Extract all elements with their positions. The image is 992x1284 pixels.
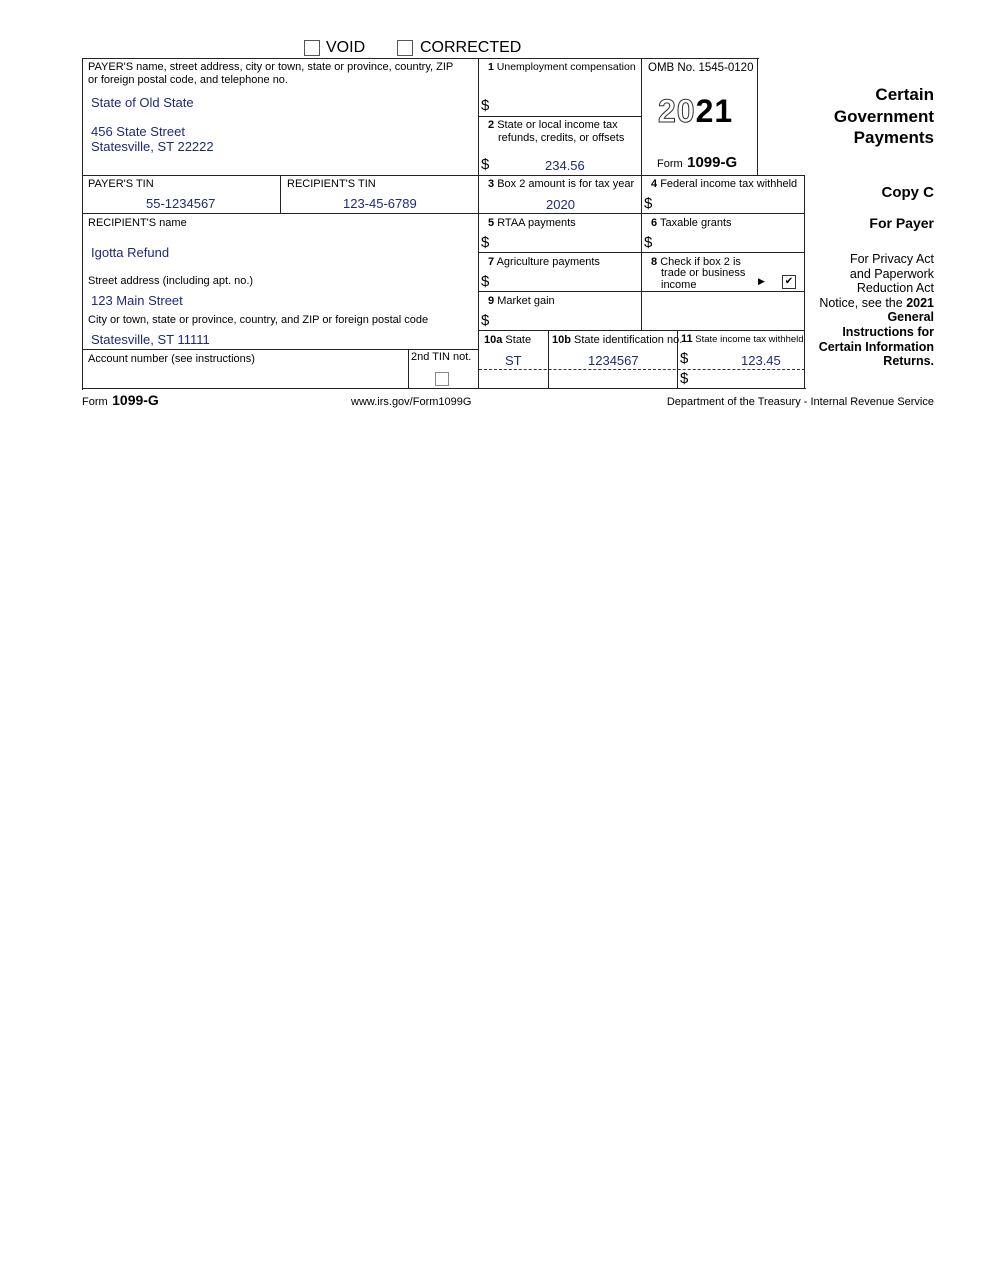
col-line-641 bbox=[641, 58, 642, 331]
col-line-548 bbox=[548, 331, 549, 389]
tax-year-bold: 21 bbox=[695, 93, 734, 129]
account-number-label: Account number (see instructions) bbox=[88, 353, 255, 365]
payer-name[interactable]: State of Old State bbox=[91, 95, 194, 110]
copy-for-label: For Payer bbox=[869, 215, 934, 231]
payer-street[interactable]: 456 State Street bbox=[91, 124, 185, 139]
box10a-label: 10a State bbox=[484, 334, 532, 346]
box11-dollar-2: $ bbox=[680, 370, 689, 387]
recipient-street-label: Street address (including apt. no.) bbox=[88, 275, 254, 287]
box5-label: 5 RTAA payments bbox=[488, 217, 576, 229]
void-label: VOID bbox=[326, 39, 366, 56]
row-line-175 bbox=[82, 175, 805, 176]
omb-number: OMB No. 1545-0120 bbox=[648, 62, 754, 74]
right-column-border bbox=[804, 175, 805, 389]
form-title: Certain Government Payments bbox=[833, 85, 934, 147]
box8-arrow-icon: ▶ bbox=[758, 276, 765, 286]
payer-label-line2: or foreign postal code, and telephone no. bbox=[88, 74, 288, 86]
void-checkbox[interactable] bbox=[304, 40, 320, 56]
box9-dollar: $ bbox=[481, 312, 490, 329]
box6-label: 6 Taxable grants bbox=[651, 217, 732, 229]
recipient-city[interactable]: Statesville, ST 11111 bbox=[91, 332, 210, 347]
payer-tin[interactable]: 55-1234567 bbox=[146, 196, 216, 211]
form-frame-bottom bbox=[82, 388, 806, 389]
box10b-label: 10b State identification no. bbox=[552, 334, 683, 346]
state-dashed-divider bbox=[479, 369, 805, 370]
box11-label: 11 State income tax withheld bbox=[681, 333, 804, 345]
recipient-name-label: RECIPIENT'S name bbox=[88, 217, 187, 229]
row-line-116 bbox=[478, 116, 642, 117]
copy-label: Copy C bbox=[881, 184, 934, 201]
form-frame-top bbox=[82, 58, 759, 59]
tax-year bbox=[658, 93, 733, 130]
payer-tin-label: PAYER'S TIN bbox=[88, 178, 154, 190]
col-line-408 bbox=[408, 349, 409, 389]
box7-dollar: $ bbox=[481, 273, 490, 290]
box2-label-line2: refunds, credits, or offsets bbox=[498, 132, 625, 144]
box4-dollar: $ bbox=[644, 195, 653, 212]
payer-label-line1: PAYER'S name, street address, city or town, state or province, country, ZIP bbox=[88, 61, 454, 73]
recipient-street[interactable]: 123 Main Street bbox=[91, 293, 183, 308]
col-line-478 bbox=[478, 58, 479, 389]
tax-year-outline: 20 bbox=[658, 93, 696, 129]
box3-label: 3 Box 2 amount is for tax year bbox=[488, 178, 635, 190]
box8-checkbox[interactable] bbox=[782, 275, 796, 289]
box9-label: 9 Market gain bbox=[488, 295, 555, 307]
corrected-label: CORRECTED bbox=[420, 39, 522, 56]
box2-label-line1: 2 State or local income tax bbox=[488, 119, 618, 131]
footer-form-number: Form 1099-G bbox=[82, 392, 159, 408]
form-frame-left bbox=[82, 58, 83, 390]
second-tin-label: 2nd TIN not. bbox=[411, 351, 472, 363]
box10b-value[interactable]: 1234567 bbox=[588, 353, 639, 368]
footer-department: Department of the Treasury - Internal Revenue Service bbox=[666, 396, 934, 408]
row-line-214 bbox=[82, 213, 805, 214]
box6-dollar: $ bbox=[644, 234, 653, 251]
omb-form-number: Form 1099-G bbox=[657, 154, 738, 171]
payer-city[interactable]: Statesville, ST 22222 bbox=[91, 139, 214, 154]
omb-right-border bbox=[757, 58, 758, 176]
box8-label-line3: income bbox=[661, 279, 697, 291]
recipient-tin-label: RECIPIENT'S TIN bbox=[287, 178, 376, 190]
box11-dollar: $ bbox=[680, 350, 689, 367]
second-tin-checkbox[interactable] bbox=[435, 372, 449, 386]
footer-url[interactable]: www.irs.gov/Form1099G bbox=[351, 396, 472, 408]
box2-dollar: $ bbox=[481, 156, 490, 173]
box11-value[interactable]: 123.45 bbox=[741, 353, 781, 368]
box1-dollar: $ bbox=[481, 97, 490, 114]
box1-label: 1 Unemployment compensation bbox=[488, 61, 636, 73]
box5-dollar: $ bbox=[481, 234, 490, 251]
recipient-tin[interactable]: 123-45-6789 bbox=[343, 196, 417, 211]
box8-label-line1: 8 Check if box 2 is bbox=[651, 256, 741, 268]
col-line-280 bbox=[280, 175, 281, 214]
corrected-checkbox[interactable] bbox=[397, 40, 413, 56]
box2-value[interactable]: 234.56 bbox=[545, 158, 585, 173]
box8-label-line2: trade or business bbox=[661, 267, 746, 279]
row-line-350 bbox=[82, 349, 479, 350]
box3-value[interactable]: 2020 bbox=[546, 197, 575, 212]
box4-label: 4 Federal income tax withheld bbox=[651, 178, 798, 190]
checkmark-icon: ✔ bbox=[784, 276, 794, 287]
box7-label: 7 Agriculture payments bbox=[488, 256, 600, 268]
privacy-notice: For Privacy Act and Paperwork Reduction Act Notice, see the 2021 General Instructions for Certain Information Returns. bbox=[818, 252, 934, 369]
recipient-city-label: City or town, state or province, country, and ZIP or foreign postal code bbox=[88, 314, 429, 326]
box10a-value[interactable]: ST bbox=[505, 353, 522, 368]
recipient-name[interactable]: Igotta Refund bbox=[91, 245, 170, 260]
